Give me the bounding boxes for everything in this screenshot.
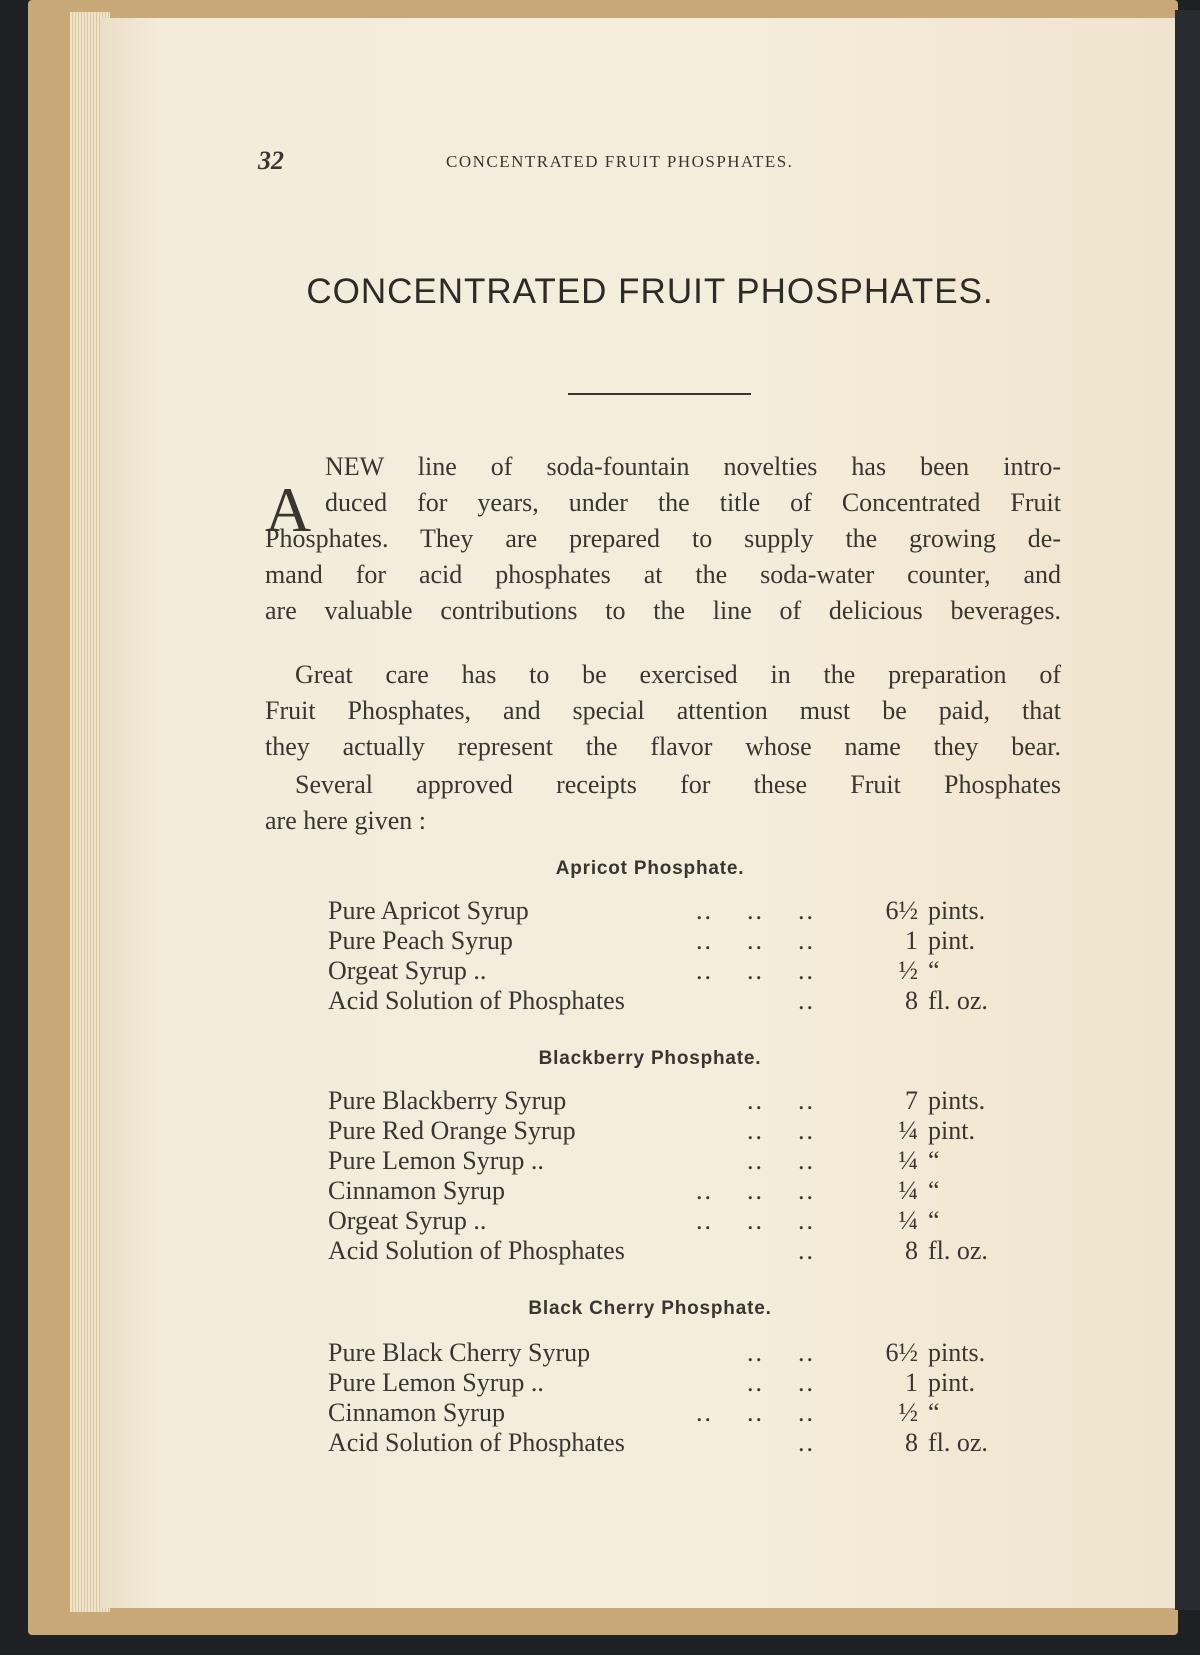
body-line: Several approved receipts for these Fruit Phosphates	[295, 770, 1061, 799]
ingredient-quantity: ½	[898, 1398, 918, 1427]
ingredient-quantity: 1	[905, 1368, 918, 1397]
ingredient-quantity: 6½	[885, 1338, 918, 1367]
leader-dots: .. ..	[747, 1086, 815, 1115]
ingredient-name: Pure Red Orange Syrup	[328, 1116, 576, 1145]
body-line: NEW line of soda-fountain novelties has been intro-	[325, 452, 1061, 481]
ingredient-name: Cinnamon Syrup	[328, 1176, 505, 1205]
ingredient-row	[0, 1368, 1200, 1398]
ingredient-unit: “	[928, 956, 940, 985]
leader-dots: .. .. ..	[696, 1398, 815, 1427]
leader-dots: .. .. ..	[696, 1176, 815, 1205]
recipe-title: Apricot Phosphate.	[555, 858, 745, 879]
ingredient-name: Pure Peach Syrup	[328, 926, 513, 955]
body-line: Fruit Phosphates, and special attention must be paid, that	[265, 696, 1061, 725]
ingredient-unit: “	[928, 1146, 940, 1175]
ingredient-row	[0, 956, 1200, 986]
ingredient-unit: “	[928, 1398, 940, 1427]
ingredient-row	[0, 1176, 1200, 1206]
ingredient-unit: pints.	[928, 896, 986, 925]
ingredient-name: Acid Solution of Phosphates	[328, 1236, 625, 1265]
ingredient-quantity: 6½	[885, 896, 918, 925]
ingredient-row	[0, 1236, 1200, 1266]
body-line: are valuable contributions to the line of delicious beverages.	[265, 596, 1061, 625]
ingredient-unit: pint.	[928, 1368, 975, 1397]
ingredient-name: Pure Lemon Syrup ..	[328, 1368, 544, 1397]
ingredient-name: Pure Blackberry Syrup	[328, 1086, 567, 1115]
ingredient-row	[0, 1146, 1200, 1176]
ingredient-row	[0, 1428, 1200, 1458]
recipe-title: Blackberry Phosphate.	[538, 1048, 762, 1069]
ingredient-name: Pure Lemon Syrup ..	[328, 1146, 544, 1175]
body-line: mand for acid phosphates at the soda-water counter, and	[265, 560, 1061, 589]
ingredient-quantity: 8	[905, 1236, 918, 1265]
ingredient-quantity: ¼	[898, 1206, 918, 1235]
ingredient-quantity: ¼	[898, 1146, 918, 1175]
ingredient-name: Pure Apricot Syrup	[328, 896, 529, 925]
leader-dots: .. .. ..	[696, 896, 815, 925]
ingredient-unit: “	[928, 1206, 940, 1235]
page-number: 32	[258, 146, 284, 175]
leader-dots: ..	[798, 1428, 815, 1457]
leader-dots: .. .. ..	[696, 926, 815, 955]
leader-dots: .. .. ..	[696, 956, 815, 985]
ingredient-name: Acid Solution of Phosphates	[328, 986, 625, 1015]
ingredient-row	[0, 986, 1200, 1016]
leader-dots: ..	[798, 986, 815, 1015]
body-line: Phosphates. They are prepared to supply the growing de-	[265, 524, 1061, 553]
ingredient-row	[0, 896, 1200, 926]
ingredient-name: Acid Solution of Phosphates	[328, 1428, 625, 1457]
ingredient-name: Cinnamon Syrup	[328, 1398, 505, 1427]
leader-dots: .. ..	[747, 1116, 815, 1145]
ingredient-row	[0, 1116, 1200, 1146]
ingredient-row	[0, 1086, 1200, 1116]
ingredient-quantity: 8	[905, 986, 918, 1015]
leader-dots: .. .. ..	[696, 1206, 815, 1235]
ingredient-quantity: ¼	[898, 1116, 918, 1145]
body-line: are here given :	[265, 806, 426, 835]
ingredient-unit: “	[928, 1176, 940, 1205]
ingredient-unit: fl. oz.	[928, 1236, 988, 1265]
ingredient-quantity: 1	[905, 926, 918, 955]
ingredient-row	[0, 1338, 1200, 1368]
body-line: Great care has to be exercised in the preparation of	[295, 660, 1061, 689]
ingredient-quantity: 8	[905, 1428, 918, 1457]
recipe-title: Black Cherry Phosphate.	[528, 1298, 772, 1319]
drop-cap: A	[265, 474, 312, 545]
ingredient-unit: pint.	[928, 926, 975, 955]
chapter-title: CONCENTRATED FRUIT PHOSPHATES.	[306, 272, 994, 311]
title-rule	[568, 393, 751, 395]
ingredient-row	[0, 926, 1200, 956]
ingredient-unit: pints.	[928, 1086, 986, 1115]
ingredient-unit: fl. oz.	[928, 1428, 988, 1457]
leader-dots: ..	[798, 1236, 815, 1265]
leader-dots: .. ..	[747, 1368, 815, 1397]
ingredient-unit: fl. oz.	[928, 986, 988, 1015]
ingredient-row	[0, 1398, 1200, 1428]
body-line: duced for years, under the title of Concentrated Fruit	[325, 488, 1061, 517]
body-line: they actually represent the flavor whose name they bear.	[265, 732, 1061, 761]
ingredient-quantity: 7	[905, 1086, 918, 1115]
running-head: CONCENTRATED FRUIT PHOSPHATES.	[446, 152, 794, 171]
ingredient-unit: pints.	[928, 1338, 986, 1367]
ingredient-name: Orgeat Syrup ..	[328, 956, 487, 985]
ingredient-name: Pure Black Cherry Syrup	[328, 1338, 591, 1367]
ingredient-quantity: ¼	[898, 1176, 918, 1205]
ingredient-row	[0, 1206, 1200, 1236]
ingredient-name: Orgeat Syrup ..	[328, 1206, 487, 1235]
leader-dots: .. ..	[747, 1338, 815, 1367]
ingredient-unit: pint.	[928, 1116, 975, 1145]
leader-dots: .. ..	[747, 1146, 815, 1175]
ingredient-quantity: ½	[898, 956, 918, 985]
